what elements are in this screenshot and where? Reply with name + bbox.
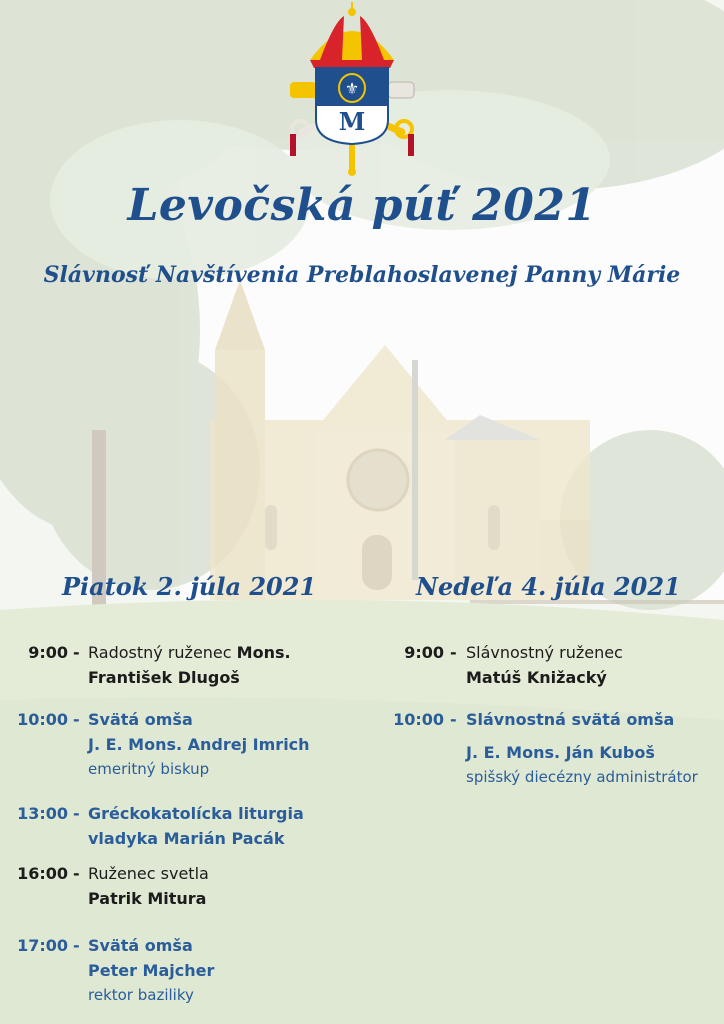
coat-of-arms-emblem [282, 2, 422, 182]
page-subtitle: Slávnosť Navštívenia Preblahoslavenej Panny Márie [43, 262, 681, 288]
entry-dash: - [73, 804, 80, 823]
shield-icon [316, 68, 388, 144]
entry-body: Svätá omša J. E. Mons. Andrej Imrich emeritný biskup [88, 710, 310, 778]
entry-body: Radostný ruženec Mons. František Dlugoš [88, 643, 291, 687]
entry-dash: - [73, 864, 80, 883]
entry-body: Slávnostná svätá omša J. E. Mons. Ján Kuboš spišský diecézny administrátor [466, 710, 698, 786]
entry-body: Ruženec svetla Patrik Mitura [88, 864, 209, 908]
svg-text:⚜: ⚜ [344, 79, 360, 98]
monogram-text: M [338, 107, 366, 136]
friday-heading: Piatok 2. júla 2021 [62, 572, 317, 601]
entry-time: 13:00 [17, 804, 68, 823]
entry-time: 10:00 [393, 710, 444, 729]
entry-dash: - [450, 643, 457, 662]
entry-time: 10:00 [17, 710, 68, 729]
entry-time: 9:00 [404, 643, 444, 662]
entry-time: 9:00 [28, 643, 68, 662]
entry-body: Gréckokatolícka liturgia vladyka Marián Pacák [88, 804, 304, 848]
entry-body: Slávnostný ruženec Matúš Knižacký [466, 643, 623, 687]
sunday-heading: Nedeľa 4. júla 2021 [416, 572, 681, 601]
entry-dash: - [73, 936, 80, 955]
entry-time: 16:00 [17, 864, 68, 883]
entry-body: Svätá omša Peter Majcher rektor baziliky [88, 936, 215, 1004]
umbraculum-icon [310, 2, 394, 68]
entry-dash: - [450, 710, 457, 729]
entry-dash: - [73, 710, 80, 729]
page-title: Levočská púť 2021 [127, 180, 597, 231]
entry-time: 17:00 [17, 936, 68, 955]
entry-dash: - [73, 643, 80, 662]
